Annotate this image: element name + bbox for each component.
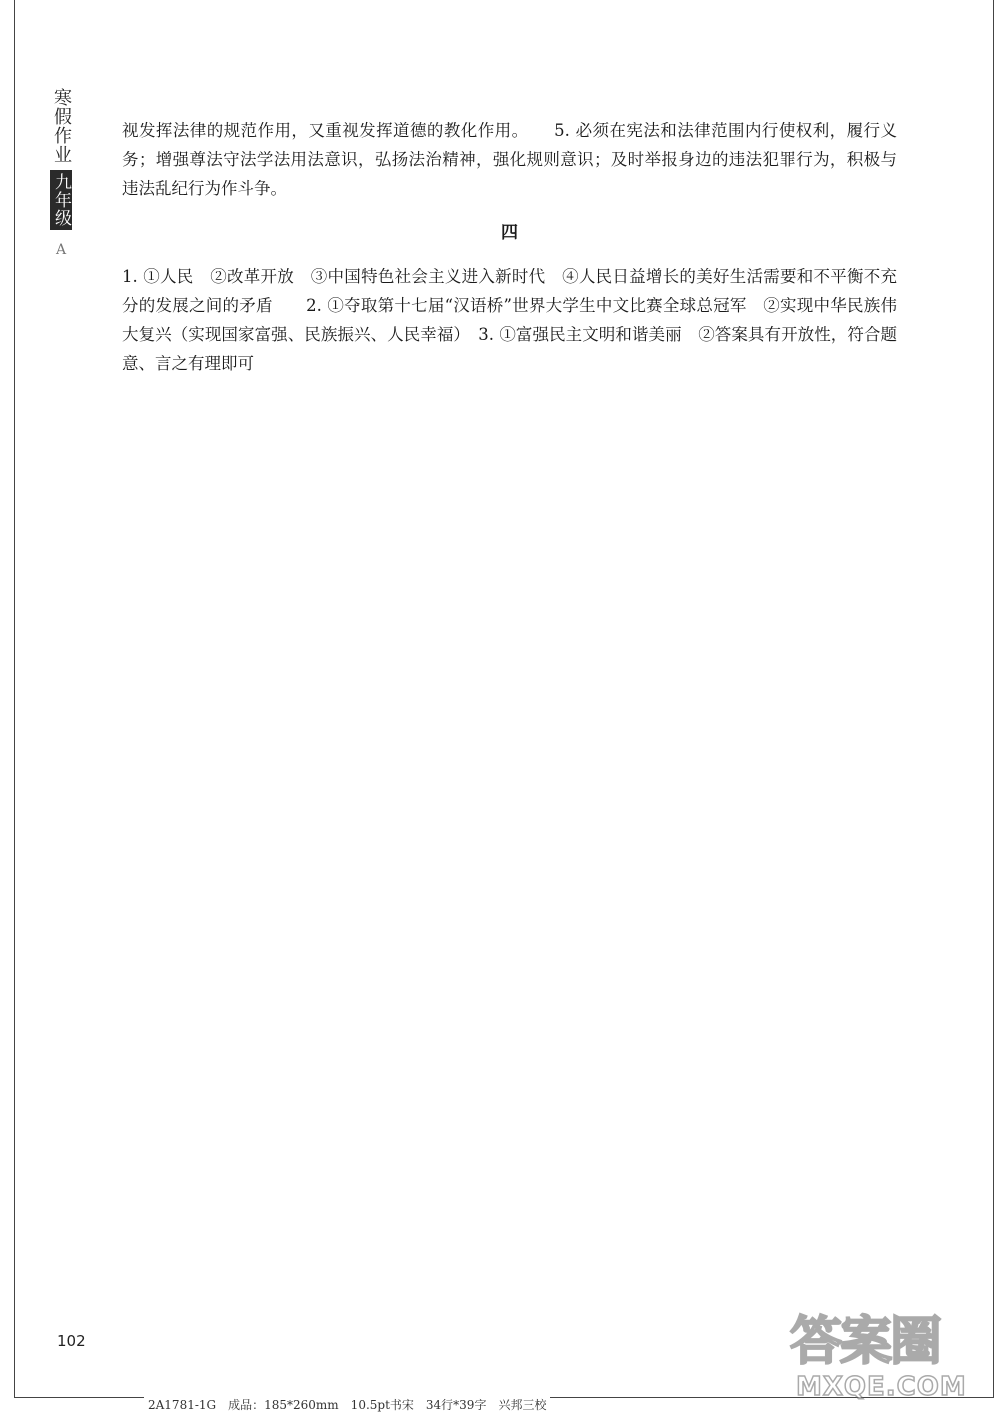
answer-paragraph-2: 1. ①人民 ②改革开放 ③中国特色社会主义进入新时代 ④人民日益增长的美好生活需要和不平衡不充分的发展之间的矛盾 2. ①夺取第十七届“汉语桥”世界大学生中文比赛全球总冠军 ②实现中华民族伟大复兴（实现国家富强、民族振兴、人民幸福） 3. ①富强民主文明和谐美丽 ②答案具有开放性，符合题意、言之有理即可 (122, 267, 897, 373)
book-title: 寒假作业 (51, 88, 72, 164)
page-number: 102 (57, 1332, 86, 1350)
answer-paragraph-1: 视发挥法律的规范作用，又重视发挥道德的教化作用。 5. 必须在宪法和法律范围内行使权利，履行义务；增强尊法守法学法用法意识，弘扬法治精神，强化规则意识；及时举报身边的违法犯罪行为，积极与违法乱纪行为作斗争。 (122, 121, 897, 198)
watermark-text: 答案圈 (790, 1312, 941, 1372)
answer-content (122, 116, 897, 378)
side-header (50, 88, 76, 258)
edition-label: A (55, 242, 67, 258)
watermark-logo (790, 1308, 990, 1408)
print-footer: 2A1781-1G 成品：185*260mm 10.5pt书宋 34行*39字 兴邦三校 (144, 1396, 550, 1413)
grade-badge: 九年级 (50, 170, 72, 230)
watermark-url: MXQE.COM (796, 1372, 967, 1402)
section-heading: 四 (501, 223, 518, 243)
